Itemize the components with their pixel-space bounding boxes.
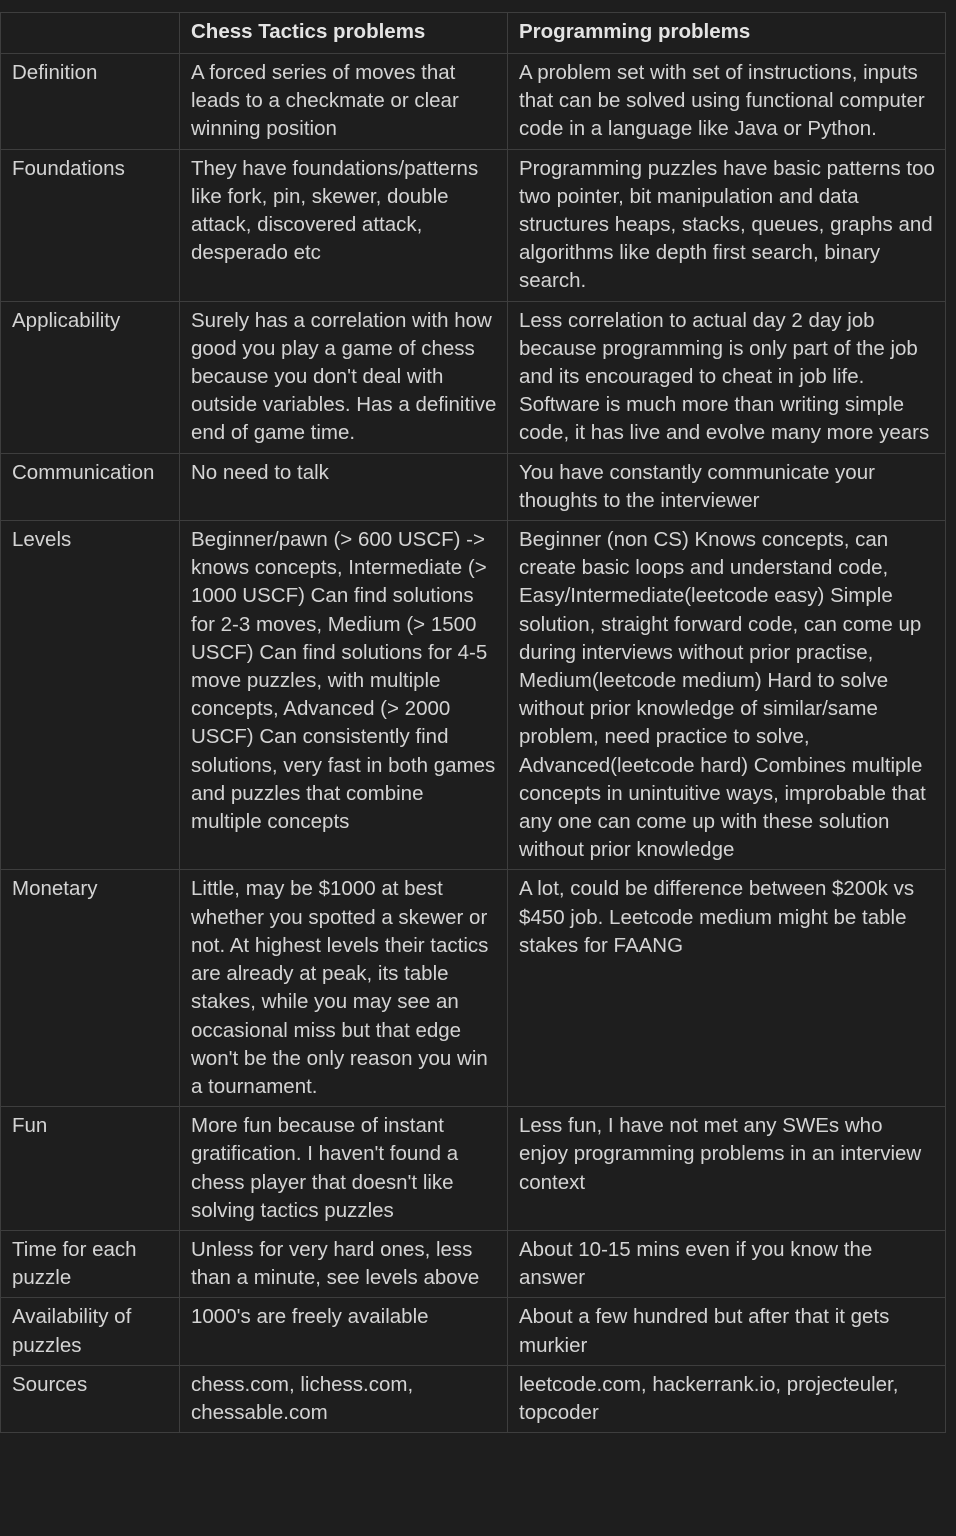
programming-cell: Programming puzzles have basic patterns too two pointer, bit manipulation and data structures heaps, stacks, queues, graphs and algorithms like depth first search, binary search. — [508, 149, 946, 301]
chess-cell: Unless for very hard ones, less than a minute, see levels above — [180, 1230, 508, 1297]
chess-cell: A forced series of moves that leads to a checkmate or clear winning position — [180, 54, 508, 150]
programming-cell: A lot, could be difference between $200k vs $450 job. Leetcode medium might be table stakes for FAANG — [508, 870, 946, 1107]
chess-cell: chess.com, lichess.com, chessable.com — [180, 1365, 508, 1432]
programming-cell: About 10-15 mins even if you know the answer — [508, 1230, 946, 1297]
row-label: Foundations — [1, 149, 180, 301]
chess-cell: More fun because of instant gratification. I haven't found a chess player that doesn't like solving tactics puzzles — [180, 1107, 508, 1231]
chess-cell: 1000's are freely available — [180, 1298, 508, 1365]
row-label: Communication — [1, 453, 180, 520]
table-row-communication — [1, 453, 946, 520]
table-row-monetary — [1, 870, 946, 1107]
table-row-availability — [1, 1298, 946, 1365]
programming-cell: A problem set with set of instructions, inputs that can be solved using functional computer code in a language like Java or Python. — [508, 54, 946, 150]
table-header-row — [1, 13, 946, 54]
programming-cell: leetcode.com, hackerrank.io, projecteuler, topcoder — [508, 1365, 946, 1432]
table-row-levels — [1, 521, 946, 870]
row-label: Availability of puzzles — [1, 1298, 180, 1365]
chess-cell: No need to talk — [180, 453, 508, 520]
comparison-table — [0, 12, 946, 1433]
row-label: Levels — [1, 521, 180, 870]
chess-cell: They have foundations/patterns like fork, pin, skewer, double attack, discovered attack, desperado etc — [180, 149, 508, 301]
table-row-definition — [1, 54, 946, 150]
row-label: Sources — [1, 1365, 180, 1432]
row-label: Time for each puzzle — [1, 1230, 180, 1297]
table-row-time — [1, 1230, 946, 1297]
programming-cell: You have constantly communicate your thoughts to the interviewer — [508, 453, 946, 520]
programming-cell: Less fun, I have not met any SWEs who enjoy programming problems in an interview context — [508, 1107, 946, 1231]
row-label: Monetary — [1, 870, 180, 1107]
header-cell-chess: Chess Tactics problems — [180, 13, 508, 54]
table-row-sources — [1, 1365, 946, 1432]
table-row-applicability — [1, 301, 946, 453]
programming-cell: Less correlation to actual day 2 day job because programming is only part of the job and its encouraged to cheat in job life. Software is much more than writing simple code, it has live and evolve many more years — [508, 301, 946, 453]
header-cell-empty — [1, 13, 180, 54]
table-row-foundations — [1, 149, 946, 301]
table-row-fun — [1, 1107, 946, 1231]
chess-cell: Beginner/pawn (> 600 USCF) -> knows concepts, Intermediate (> 1000 USCF) Can find solutions for 2-3 moves, Medium (> 1500 USCF) Can find solutions for 4-5 move puzzles, with multiple concepts, Advanced (> 2000 USCF) Can consistently find solutions, very fast in both games and puzzles that combine multiple concepts — [180, 521, 508, 870]
programming-cell: Beginner (non CS) Knows concepts, can create basic loops and understand code, Easy/Intermediate(leetcode easy) Simple solution, straight forward code, can come up during interviews without prior practise, Medium(leetcode medium) Hard to solve without prior knowledge of similar/same problem, need practice to solve, Advanced(leetcode hard) Combines multiple concepts in unintuitive ways, improbable that any one can come up with these solution without prior knowledge — [508, 521, 946, 870]
programming-cell: About a few hundred but after that it gets murkier — [508, 1298, 946, 1365]
row-label: Applicability — [1, 301, 180, 453]
chess-cell: Surely has a correlation with how good you play a game of chess because you don't deal with outside variables. Has a definitive end of game time. — [180, 301, 508, 453]
row-label: Fun — [1, 1107, 180, 1231]
header-cell-programming: Programming problems — [508, 13, 946, 54]
row-label: Definition — [1, 54, 180, 150]
chess-cell: Little, may be $1000 at best whether you spotted a skewer or not. At highest levels their tactics are already at peak, its table stakes, while you may see an occasional miss but that edge won't be the only reason you win a tournament. — [180, 870, 508, 1107]
